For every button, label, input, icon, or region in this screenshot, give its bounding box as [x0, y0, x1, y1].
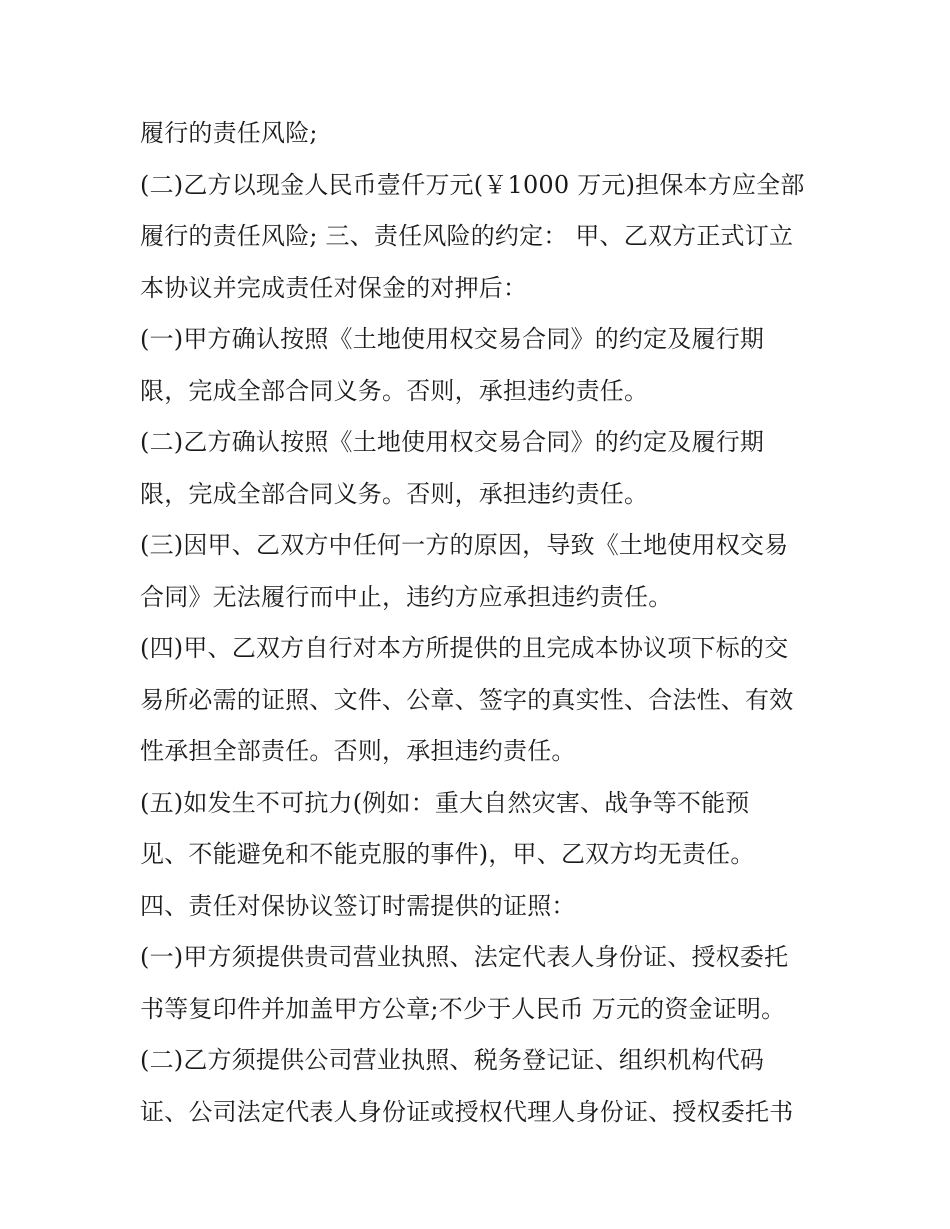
text-line: (一)甲方须提供贵司营业执照、法定代表人身份证、授权委托	[140, 943, 789, 971]
text-line: 易所必需的证照、文件、公章、签字的真实性、合法性、有效	[140, 685, 794, 714]
text-line: 限，完成全部合同义务。否则，承担违约责任。	[140, 376, 649, 405]
text-line: 性承担全部责任。否则，承担违约责任。	[140, 737, 576, 765]
text-line: 见、不能避免和不能克服的事件)，甲、乙双方均无责任。	[140, 840, 755, 868]
text-line: (一)甲方确认按照《土地使用权交易合同》的约定及履行期	[140, 325, 765, 353]
text-line: (二)乙方确认按照《土地使用权交易合同》的约定及履行期	[140, 428, 765, 456]
text-line: (二)乙方须提供公司营业执照、税务登记证、组织机构代码	[140, 1046, 765, 1074]
text-line: (五)如发生不可抗力(例如：重大自然灾害、战争等不能预	[140, 788, 750, 817]
text-line: 四、责任对保协议签订时需提供的证照：	[140, 891, 576, 920]
text-line: 合同》无法履行而中止，违约方应承担违约责任。	[140, 582, 673, 611]
text-line: 履行的责任风险; 三、责任风险的约定： 甲、乙双方正式订立	[140, 222, 794, 250]
text-line: 证、公司法定代表人身份证或授权代理人身份证、授权委托书	[140, 1097, 794, 1126]
text-line: 限，完成全部合同义务。否则，承担违约责任。	[140, 479, 649, 508]
document-body	[140, 108, 830, 1138]
text-line: 履行的责任风险;	[140, 119, 318, 147]
text-line: (二)乙方以现金人民币壹仟万元(￥1000 万元)担保本方应全部	[140, 170, 805, 199]
text-line: (三)因甲、乙双方中任何一方的原因，导致《土地使用权交易	[140, 531, 789, 559]
text-line: 书等复印件并加盖甲方公章;不少于人民币 万元的资金证明。	[140, 994, 786, 1023]
text-line: (四)甲、乙双方自行对本方所提供的且完成本协议项下标的交	[140, 634, 789, 662]
text-line: 本协议并完成责任对保金的对押后：	[140, 273, 528, 302]
